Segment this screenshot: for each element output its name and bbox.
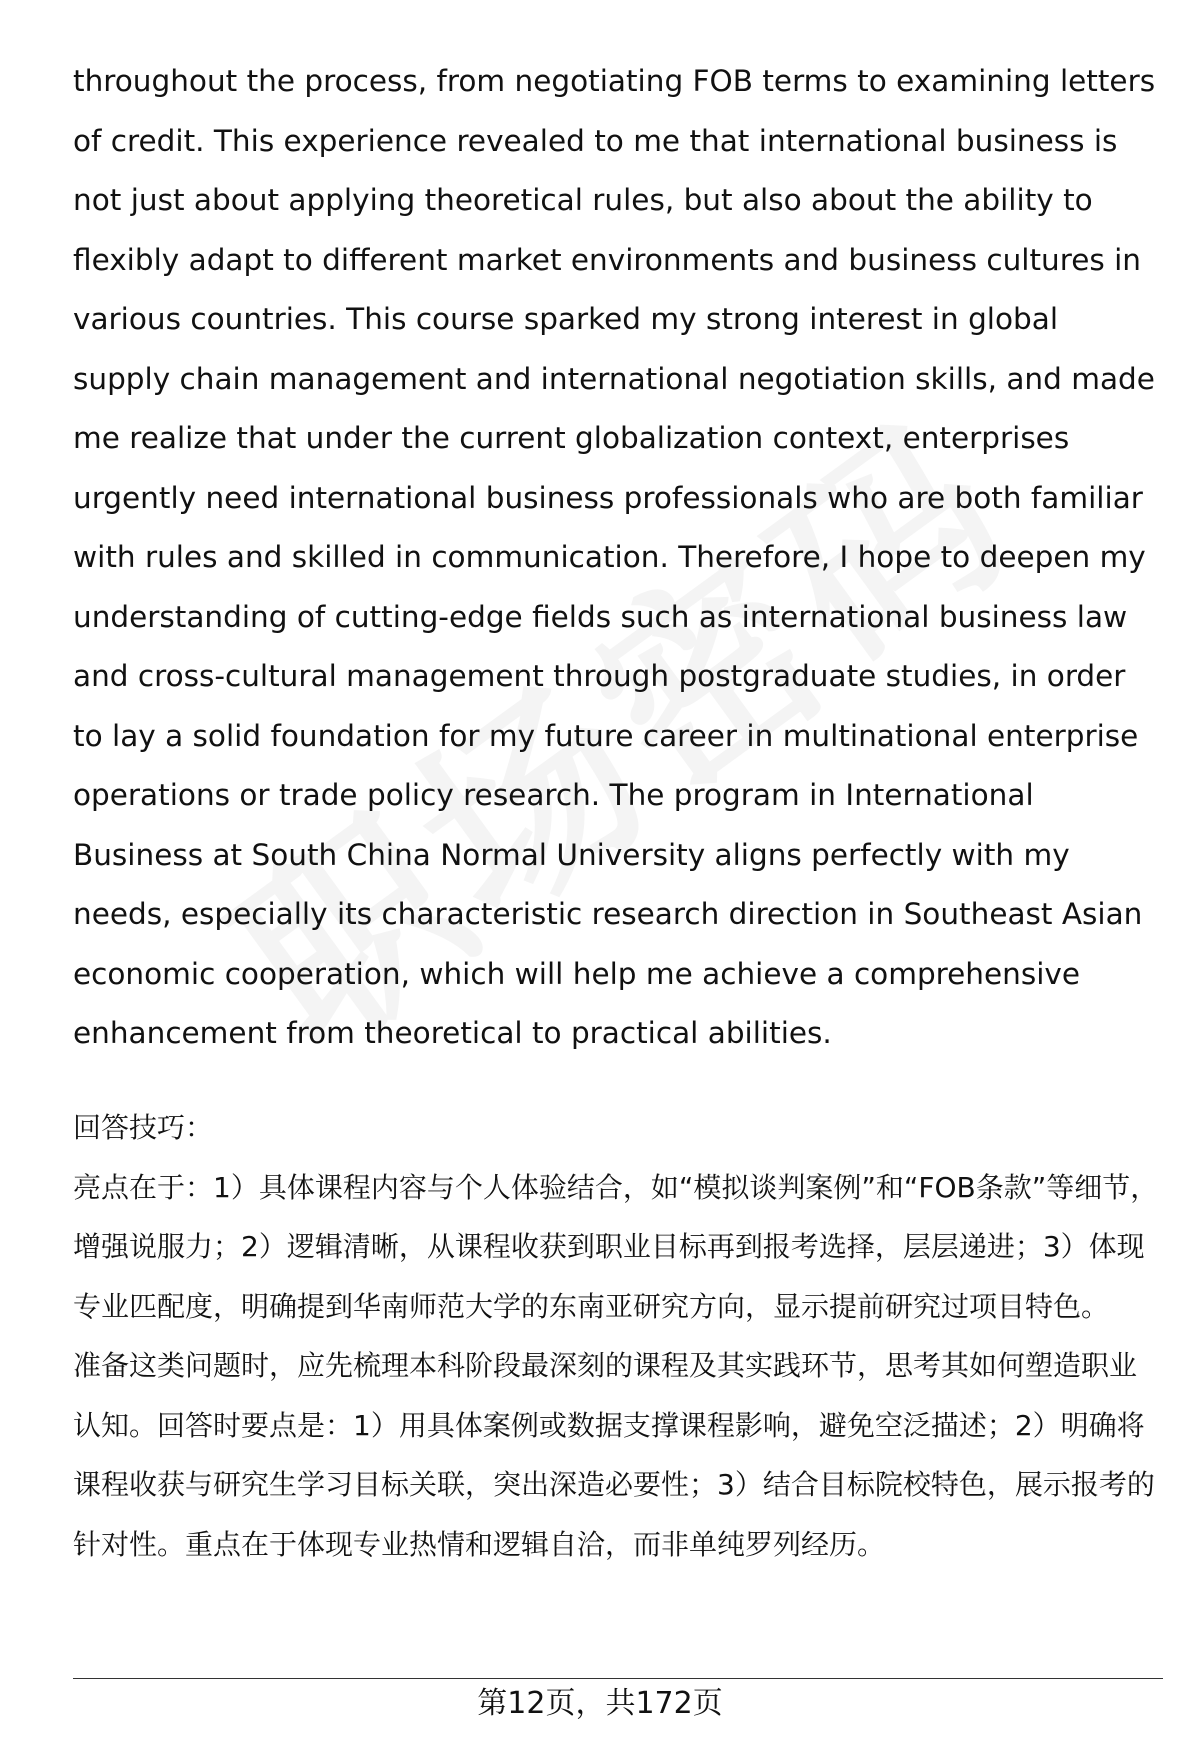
answer-tips-section xyxy=(73,1098,1163,1574)
footer-divider xyxy=(73,1678,1163,1679)
page-number: 第12页，共172页 xyxy=(477,1686,723,1721)
tips-highlights: 亮点在于：1）具体课程内容与个人体验结合，如“模拟谈判案例”和“FOB条款”等细节，增强说服力；2）逻辑清晰，从课程收获到职业目标再到报考选择，层层递进；3）体现专业匹配度，明确提到华南师范大学的东南亚研究方向，显示提前研究过项目特色。 xyxy=(73,1170,1159,1323)
essay-paragraph: throughout the process, from negotiating FOB terms to examining letters of credit. This experience revealed to me that international business is not just about applying theoretical rules, but also about the ability to flexibly adapt to different market environments and business cultures in various countries. This course sparked my strong interest in global supply chain management and international negotiation skills, and made me realize that under the current globalization context, enterprises urgently need international business professionals who are both familiar with rules and skilled in communication. Therefore, I hope to deepen my understanding of cutting-edge fields such as international business law and cross-cultural management through postgraduate studies, in order to lay a solid foundation for my future career in multinational enterprise operations or trade policy research. The program in International Business at South China Normal University aligns perfectly with my needs, especially its characteristic research direction in Southeast Asian economic cooperation, which will help me achieve a comprehensive enhancement from theoretical to practical abilities. xyxy=(73,64,1156,1050)
tips-heading: 回答技巧： xyxy=(73,1111,214,1144)
tips-preparation: 准备这类问题时，应先梳理本科阶段最深刻的课程及其实践环节，思考其如何塑造职业认知。回答时要点是：1）用具体案例或数据支撑课程影响，避免空泛描述；2）明确将课程收获与研究生学习目标关联，突出深造必要性；3）结合目标院校特色，展示报考的针对性。重点在于体现专业热情和逻辑自洽，而非单纯罗列经历。 xyxy=(73,1349,1155,1561)
